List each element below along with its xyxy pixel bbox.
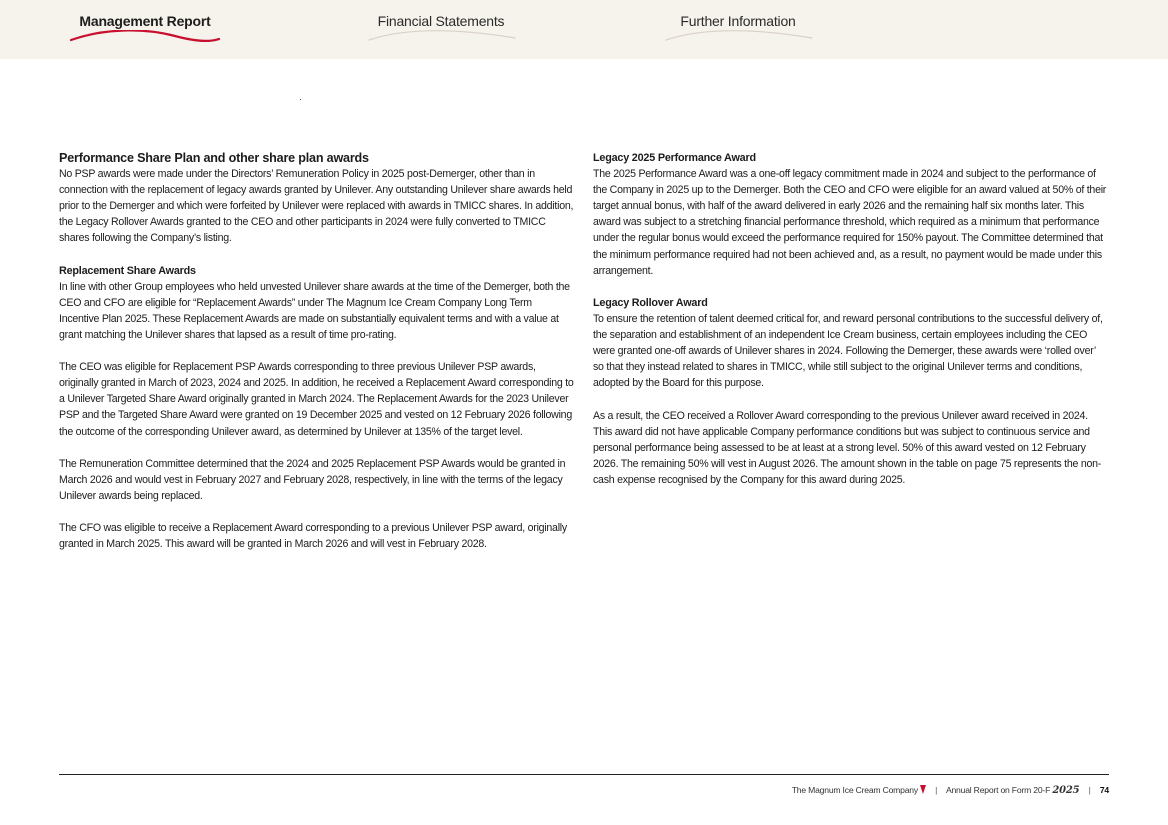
right-column [593,150,1108,504]
company-name: The Magnum Ice Cream Company [791,785,918,795]
section-heading: Performance Share Plan and other share plan awards [59,151,369,165]
tab-underline [662,30,814,44]
tab-label: Financial Statements [377,13,505,29]
paragraph: To ensure the retention of talent deemed critical for, and reward personal contributions to the successful delivery of, the separation and establishment of an independent Ice Cream business, certain employees including the CEO were granted one-off awards of Unilever shares in 2024. Following the Demerger, these awards were ‘rolled over’ so that they instead related to shares in TMICC, while still subject to the original Unilever terms and conditions, adopted by the Board for this purpose. [593,312,1103,390]
subsection-heading: Legacy Rollover Award [593,296,708,309]
tab-further-information[interactable] [662,0,814,59]
tab-label: Further Information [680,13,796,29]
footer [792,783,1109,797]
paragraph: The Remuneration Committee determined that the 2024 and 2025 Replacement PSP Awards would be granted in March 2026 and would vest in February 2027 and February 2028, respectively, in line with the terms of the legacy Unilever awards being replaced. [59,457,566,502]
magnum-logo-icon [920,785,926,794]
footer-divider [59,774,1109,775]
tab-financial-statements[interactable] [365,0,517,59]
paragraph: The 2025 Performance Award was a one-off legacy commitment made in 2024 and subject to the performance of the Company in 2025 up to the Demerger. Both the CEO and CFO were eligible for an award valued at 50% of their target annual bonus, with half of the award delivered in early 2026 and the remaining half six months later. This award was subject to a stretching financial performance threshold, which required as a minimum that performance under the regular bonus would exceed the performance required for 150% payout. The Committee determined that the minimum performance required had not been achieved and, as a result, no payment would be made under this arrangement. [593,168,1107,277]
paragraph: In line with other Group employees who held unvested Unilever share awards at the time of the Demerger, both the CEO and CFO are eligible for “Replacement Awards” under The Magnum Ice Cream Company Long Term Incentive Plan 2025. These Replacement Awards are made on substantially equivalent terms and with a value at grant matching the Unilever shares that lapsed as a result of time pro-rating. [59,280,570,341]
paragraph: The CFO was eligible to receive a Replacement Award corresponding to a previous Unilever PSP award, originally granted in March 2025. This award will be granted in March 2026 and will vest in February 2028. [59,522,567,551]
report-title: Annual Report on Form 20-F [945,785,1051,795]
tab-underline [365,30,517,44]
subsection-heading: Replacement Share Awards [59,264,196,277]
subsection-heading: Legacy 2025 Performance Award [593,152,756,164]
tab-label: Management Report [79,13,211,29]
tab-management-report[interactable] [65,0,225,59]
stray-dot [300,99,301,100]
report-year: 2025 [1052,785,1080,796]
paragraph: The CEO was eligible for Replacement PSP Awards corresponding to three previous Unilever PSP awards, originally granted in March of 2023, 2024 and 2025. In addition, he received a Replacement Award corresponding to a Unilever Targeted Share Award originally granted in March 2024. The Replacement Awards for the 2023 Unilever PSP and the Targeted Share Award were granted on 19 December 2025 and vested on 12 February 2026 following the outcome of the corresponding Unilever award, as determined by Unilever at 135% of the target level. [59,361,574,438]
tab-underline-active [65,30,225,44]
intro-paragraph: No PSP awards were made under the Directors’ Remuneration Policy in 2025 post-Demerger, other than in connection with the replacement of legacy awards granted by Unilever. Any outstanding Unilever share awards held prior to the Demerger and which were forfeited by Unilever were replaced with awards in TMICC shares. In addition, the Legacy Rollover Awards granted to the CEO and other participants in 2024 were fully converted to TMICC shares following the Company’s listing. [59,168,574,245]
footer-separator: | [935,785,938,795]
footer-separator: | [1088,785,1091,795]
paragraph: As a result, the CEO received a Rollover Award corresponding to the previous Unilever award received in 2024. This award did not have applicable Company performance conditions but was subject to continuous service and personal performance being assessed to be at least at a strong level. 50% of this award vested on 12 February 2026. The remaining 50% will vest in August 2026. The amount shown in the table on page 75 represents the non-cash expense recognised by the Company for this award during 2025. [593,409,1102,486]
top-navigation [0,0,1168,59]
page-number: 74 [1099,785,1109,795]
left-column [59,150,574,568]
